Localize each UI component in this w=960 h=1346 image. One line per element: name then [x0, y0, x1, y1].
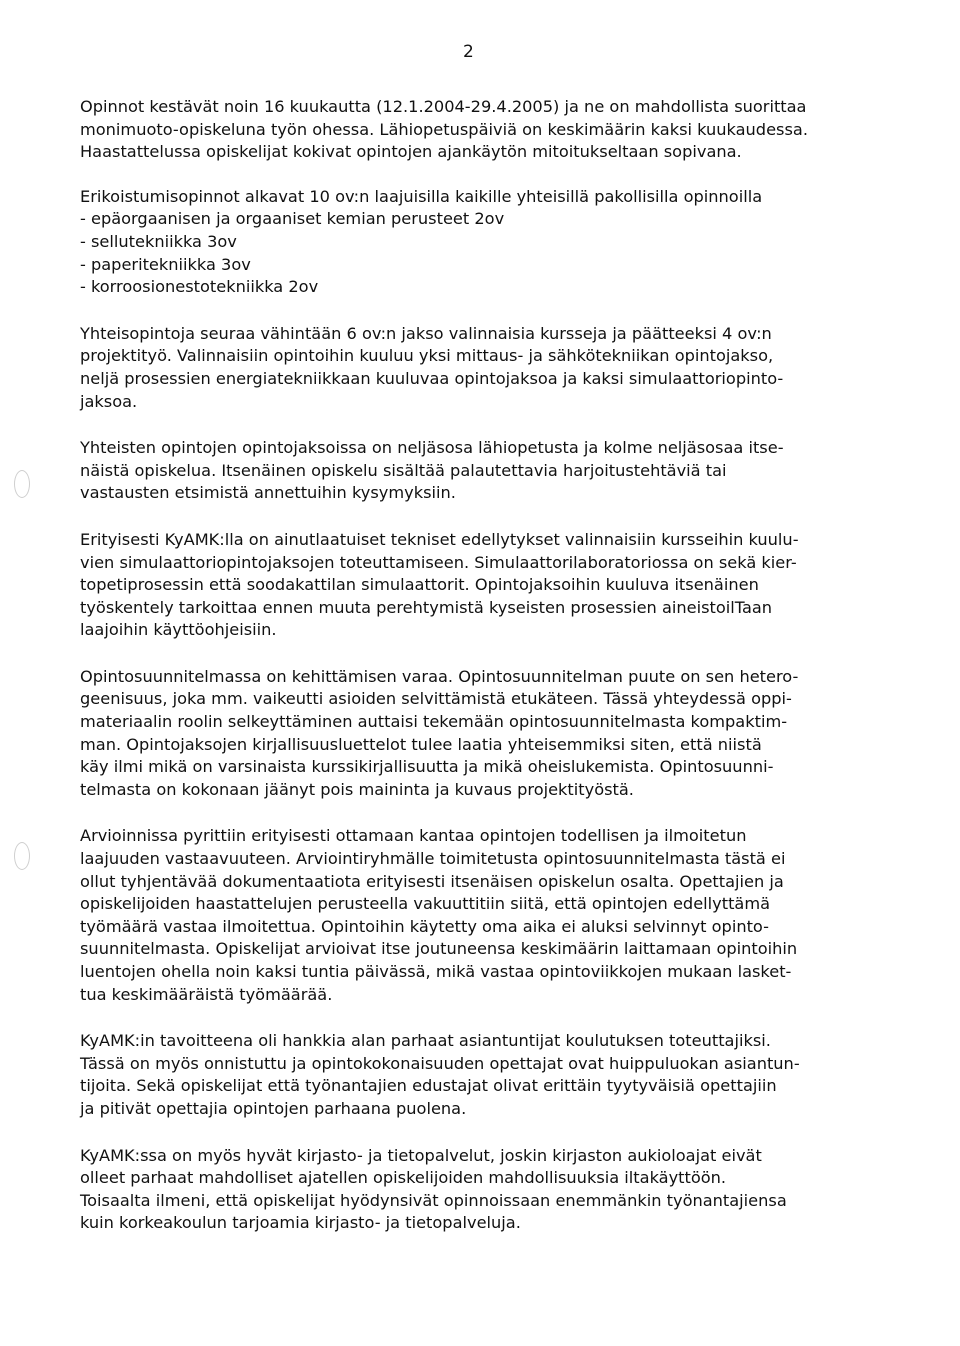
text-line: KyAMK:ssa on myös hyvät kirjasto- ja tietopalvelut, joskin kirjaston aukioloajat eivät [80, 1145, 762, 1165]
text-line: Arvioinnissa pyrittiin erityisesti ottamaan kantaa opintojen todellisen ja ilmoitetun [80, 826, 747, 846]
text-line: olleet parhaat mahdolliset ajatellen opiskelijoiden mahdollisuuksia iltakäyttöön. [80, 1168, 727, 1188]
text-line: projektityö. Valinnaisiin opintoihin kuuluu yksi mittaus- ja sähkötekniikan opintojakso, [80, 346, 774, 366]
text-line: Opinnot kestävät noin 16 kuukautta (12.1.2004-29.4.2005) ja ne on mahdollista suorittaa [80, 97, 807, 116]
paragraph-curriculum [80, 666, 870, 802]
text-line: Yhteisten opintojen opintojaksoissa on neljäsosa lähiopetusta ja kolme neljäsosaa itse- [80, 438, 784, 458]
text-line: vastausten etsimistä annettuihin kysymyksiin. [80, 483, 456, 503]
list-item: - epäorgaanisen ja orgaaniset kemian perusteet 2ov [80, 209, 505, 229]
list-item: - paperitekniikka 3ov [80, 254, 251, 274]
text-line: laajoihin käyttöohjeisiin. [80, 620, 277, 640]
text-line: Erikoistumisopinnot alkavat 10 ov:n laajuisilla kaikille yhteisillä pakollisilla opinnoilla [80, 186, 763, 206]
text-line: opiskelijoiden haastattelujen perusteella vakuuttitiin siitä, että opintojen edellyttämä [80, 894, 771, 914]
paragraph-optional-studies [80, 323, 870, 413]
text-line: laajuuden vastaavuuteen. Arviointiryhmälle toimitetusta opintosuunnitelmasta tästä ei [80, 849, 786, 869]
paragraph-library [80, 1145, 870, 1235]
text-line: materiaalin roolin selkeyttäminen auttaisi tekemään opintosuunnitelmasta kompaktim- [80, 712, 788, 732]
paragraph-self-study [80, 437, 870, 505]
list-item: - korroosionestotekniikka 2ov [80, 277, 319, 297]
paragraph-evaluation [80, 825, 870, 1006]
paragraph-common-studies [80, 186, 870, 299]
text-line: Toisaalta ilmeni, että opiskelijat hyödynsivät opinnoissaan enemmänkin työnantajiensa [80, 1190, 787, 1210]
text-line: geenisuus, joka mm. vaikeutti asioiden selvittämistä etukäteen. Tässä yhteydessä oppi- [80, 689, 792, 709]
text-line: luentojen ohella noin kaksi tuntia päivässä, mikä vastaa opintoviikkojen mukaan lasket- [80, 962, 792, 981]
text-line: suunnitelmasta. Opiskelijat arvioivat itse joutuneensa keskimäärin laittamaan opintoihin [80, 939, 798, 959]
text-line: Yhteisopintoja seuraa vähintään 6 ov:n jakso valinnaisia kursseja ja päätteeksi 4 ov:n [80, 323, 772, 343]
punch-hole-mark-lower [14, 842, 30, 870]
punch-hole-mark-upper [14, 470, 30, 498]
text-line: ollut tyhjentävää dokumentaatiota erityisesti itsenäisen opiskelun osalta. Opettajien ja [80, 871, 784, 891]
text-line: Tässä on myös onnistuttu ja opintokokonaisuuden opettajat ovat huippuluokan asiantun- [80, 1053, 800, 1073]
paragraph-simulators [80, 529, 870, 642]
paragraph-study-duration [80, 96, 870, 164]
text-line: Opintosuunnitelmassa on kehittämisen varaa. Opintosuunnitelman puute on sen hetero- [80, 666, 799, 686]
text-line: näistä opiskelua. Itsenäinen opiskelu sisältää palautettavia harjoitustehtäviä tai [80, 460, 727, 480]
text-line: tijoita. Sekä opiskelijat että työnantajien edustajat olivat erittäin tyytyväisiä opettajiin [80, 1076, 777, 1096]
text-line: telmasta on kokonaan jäänyt pois maininta ja kuvaus projektityöstä. [80, 779, 634, 799]
text-line: kuin korkeakoulun tarjoamia kirjasto- ja tietopalveluja. [80, 1213, 521, 1233]
text-line: monimuoto-opiskeluna työn ohessa. Lähiopetuspäiviä on keskimäärin kaksi kuukaudessa. [80, 119, 808, 139]
document-body [80, 96, 870, 1259]
text-line: neljä prosessien energiatekniikkaan kuuluvaa opintojaksoa ja kaksi simulaattoriopinto- [80, 368, 784, 388]
text-line: topetiprosessin että soodakattilan simulaattorit. Opintojaksoihin kuuluva itsenäinen [80, 575, 759, 595]
text-line: jaksoa. [80, 391, 138, 411]
text-line: ja pitivät opettajia opintojen parhaana puolena. [80, 1098, 467, 1118]
text-line: vien simulaattoriopintojaksojen toteuttamiseen. Simulaattorilaboratoriossa on sekä kier- [80, 552, 797, 572]
text-line: KyAMK:in tavoitteena oli hankkia alan parhaat asiantuntijat koulutuksen toteuttajiksi. [80, 1031, 771, 1051]
page-number: 2 [463, 42, 474, 62]
paragraph-teachers [80, 1030, 870, 1120]
text-line: työskentely tarkoittaa ennen muuta perehtymistä kyseisten prosessien aineistoilTaan [80, 597, 773, 617]
text-line: tua keskimääräistä työmäärää. [80, 984, 333, 1004]
text-line: Erityisesti KyAMK:lla on ainutlaatuiset tekniset edellytykset valinnaisiin kursseihin kuulu- [80, 529, 799, 549]
text-line: käy ilmi mikä on varsinaista kurssikirjallisuutta ja mikä oheislukemista. Opintosuunni- [80, 757, 774, 777]
text-line: man. Opintojaksojen kirjallisuusluettelot tulee laatia yhteisemmiksi siten, että niistä [80, 734, 762, 754]
text-line: Haastattelussa opiskelijat kokivat opintojen ajankäytön mitoitukseltaan sopivana. [80, 142, 742, 162]
text-line: työmäärä vastaa ilmoitettua. Opintoihin käytetty oma aika ei aluksi selvinnyt opinto- [80, 916, 769, 936]
list-item: - sellutekniikka 3ov [80, 231, 237, 251]
